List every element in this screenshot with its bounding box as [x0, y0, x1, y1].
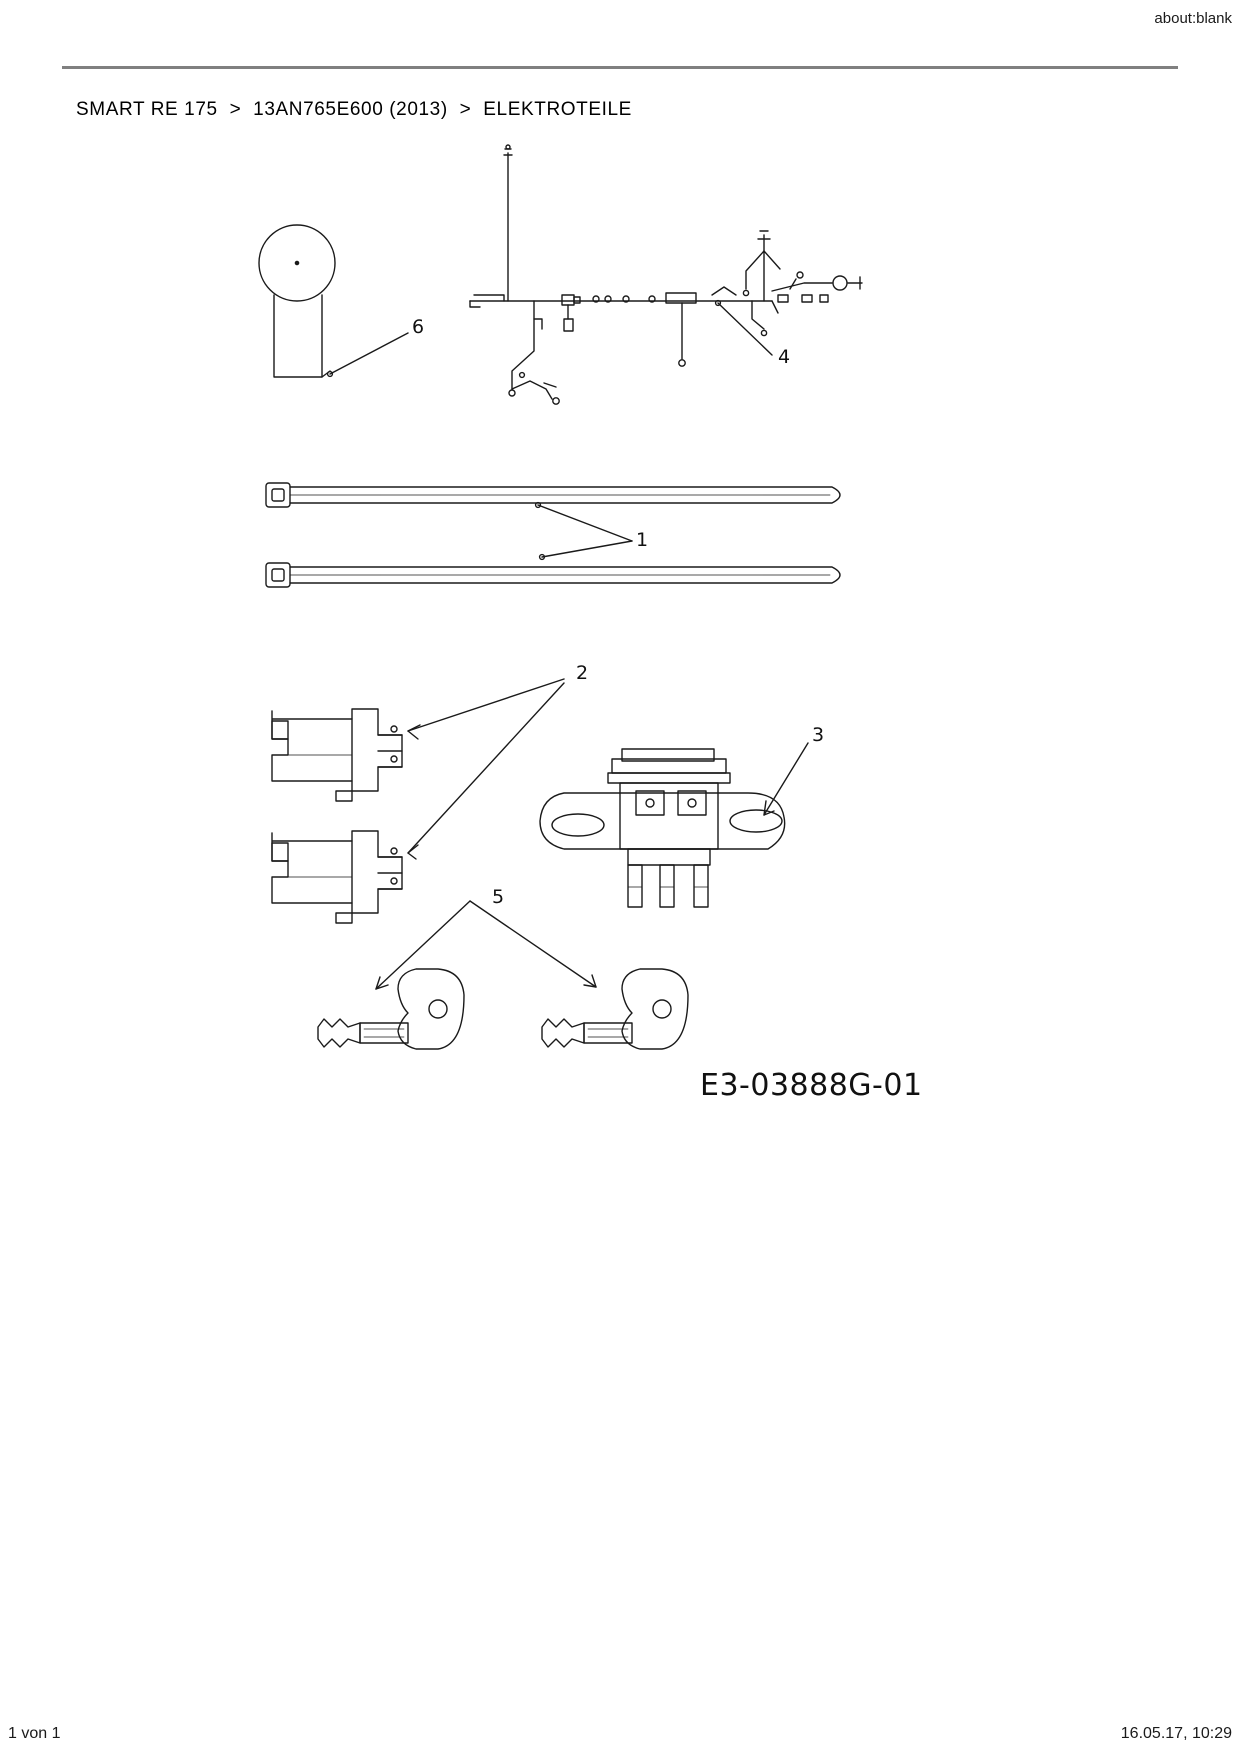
- print-footer: [0, 1714, 1240, 1754]
- header-divider: [62, 66, 1178, 69]
- breadcrumb-separator-2: >: [459, 99, 472, 120]
- callout-label-5: 5: [492, 886, 505, 908]
- print-timestamp: 16.05.17, 10:29: [1120, 1725, 1232, 1742]
- breadcrumb-separator-1: >: [229, 99, 242, 120]
- page-url-label: about:blank: [1154, 9, 1232, 27]
- part-wiring-harness: [470, 145, 862, 404]
- parts-diagram: [212, 143, 912, 1108]
- callout-label-2: 2: [576, 662, 589, 684]
- part-ignition-switch: [259, 225, 408, 377]
- callout-label-6: 6: [412, 316, 425, 338]
- page-count-label: 1 von 1: [8, 1725, 61, 1742]
- print-header: [0, 0, 1240, 36]
- breadcrumb-model: SMART RE 175: [76, 99, 218, 120]
- part-ignition-keys: [318, 901, 688, 1049]
- part-cable-ties: [266, 483, 840, 587]
- callout-label-1: 1: [636, 529, 649, 551]
- breadcrumb-part-code: 13AN765E600 (2013): [253, 99, 448, 120]
- part-switch-assembly: [540, 743, 808, 907]
- breadcrumb: [76, 99, 632, 121]
- callout-label-4: 4: [778, 346, 791, 368]
- callout-label-3: 3: [812, 724, 825, 746]
- drawing-number: E3-03888G-01: [700, 1068, 923, 1103]
- part-connector-plugs: [272, 679, 564, 923]
- breadcrumb-section: ELEKTROTEILE: [483, 99, 632, 120]
